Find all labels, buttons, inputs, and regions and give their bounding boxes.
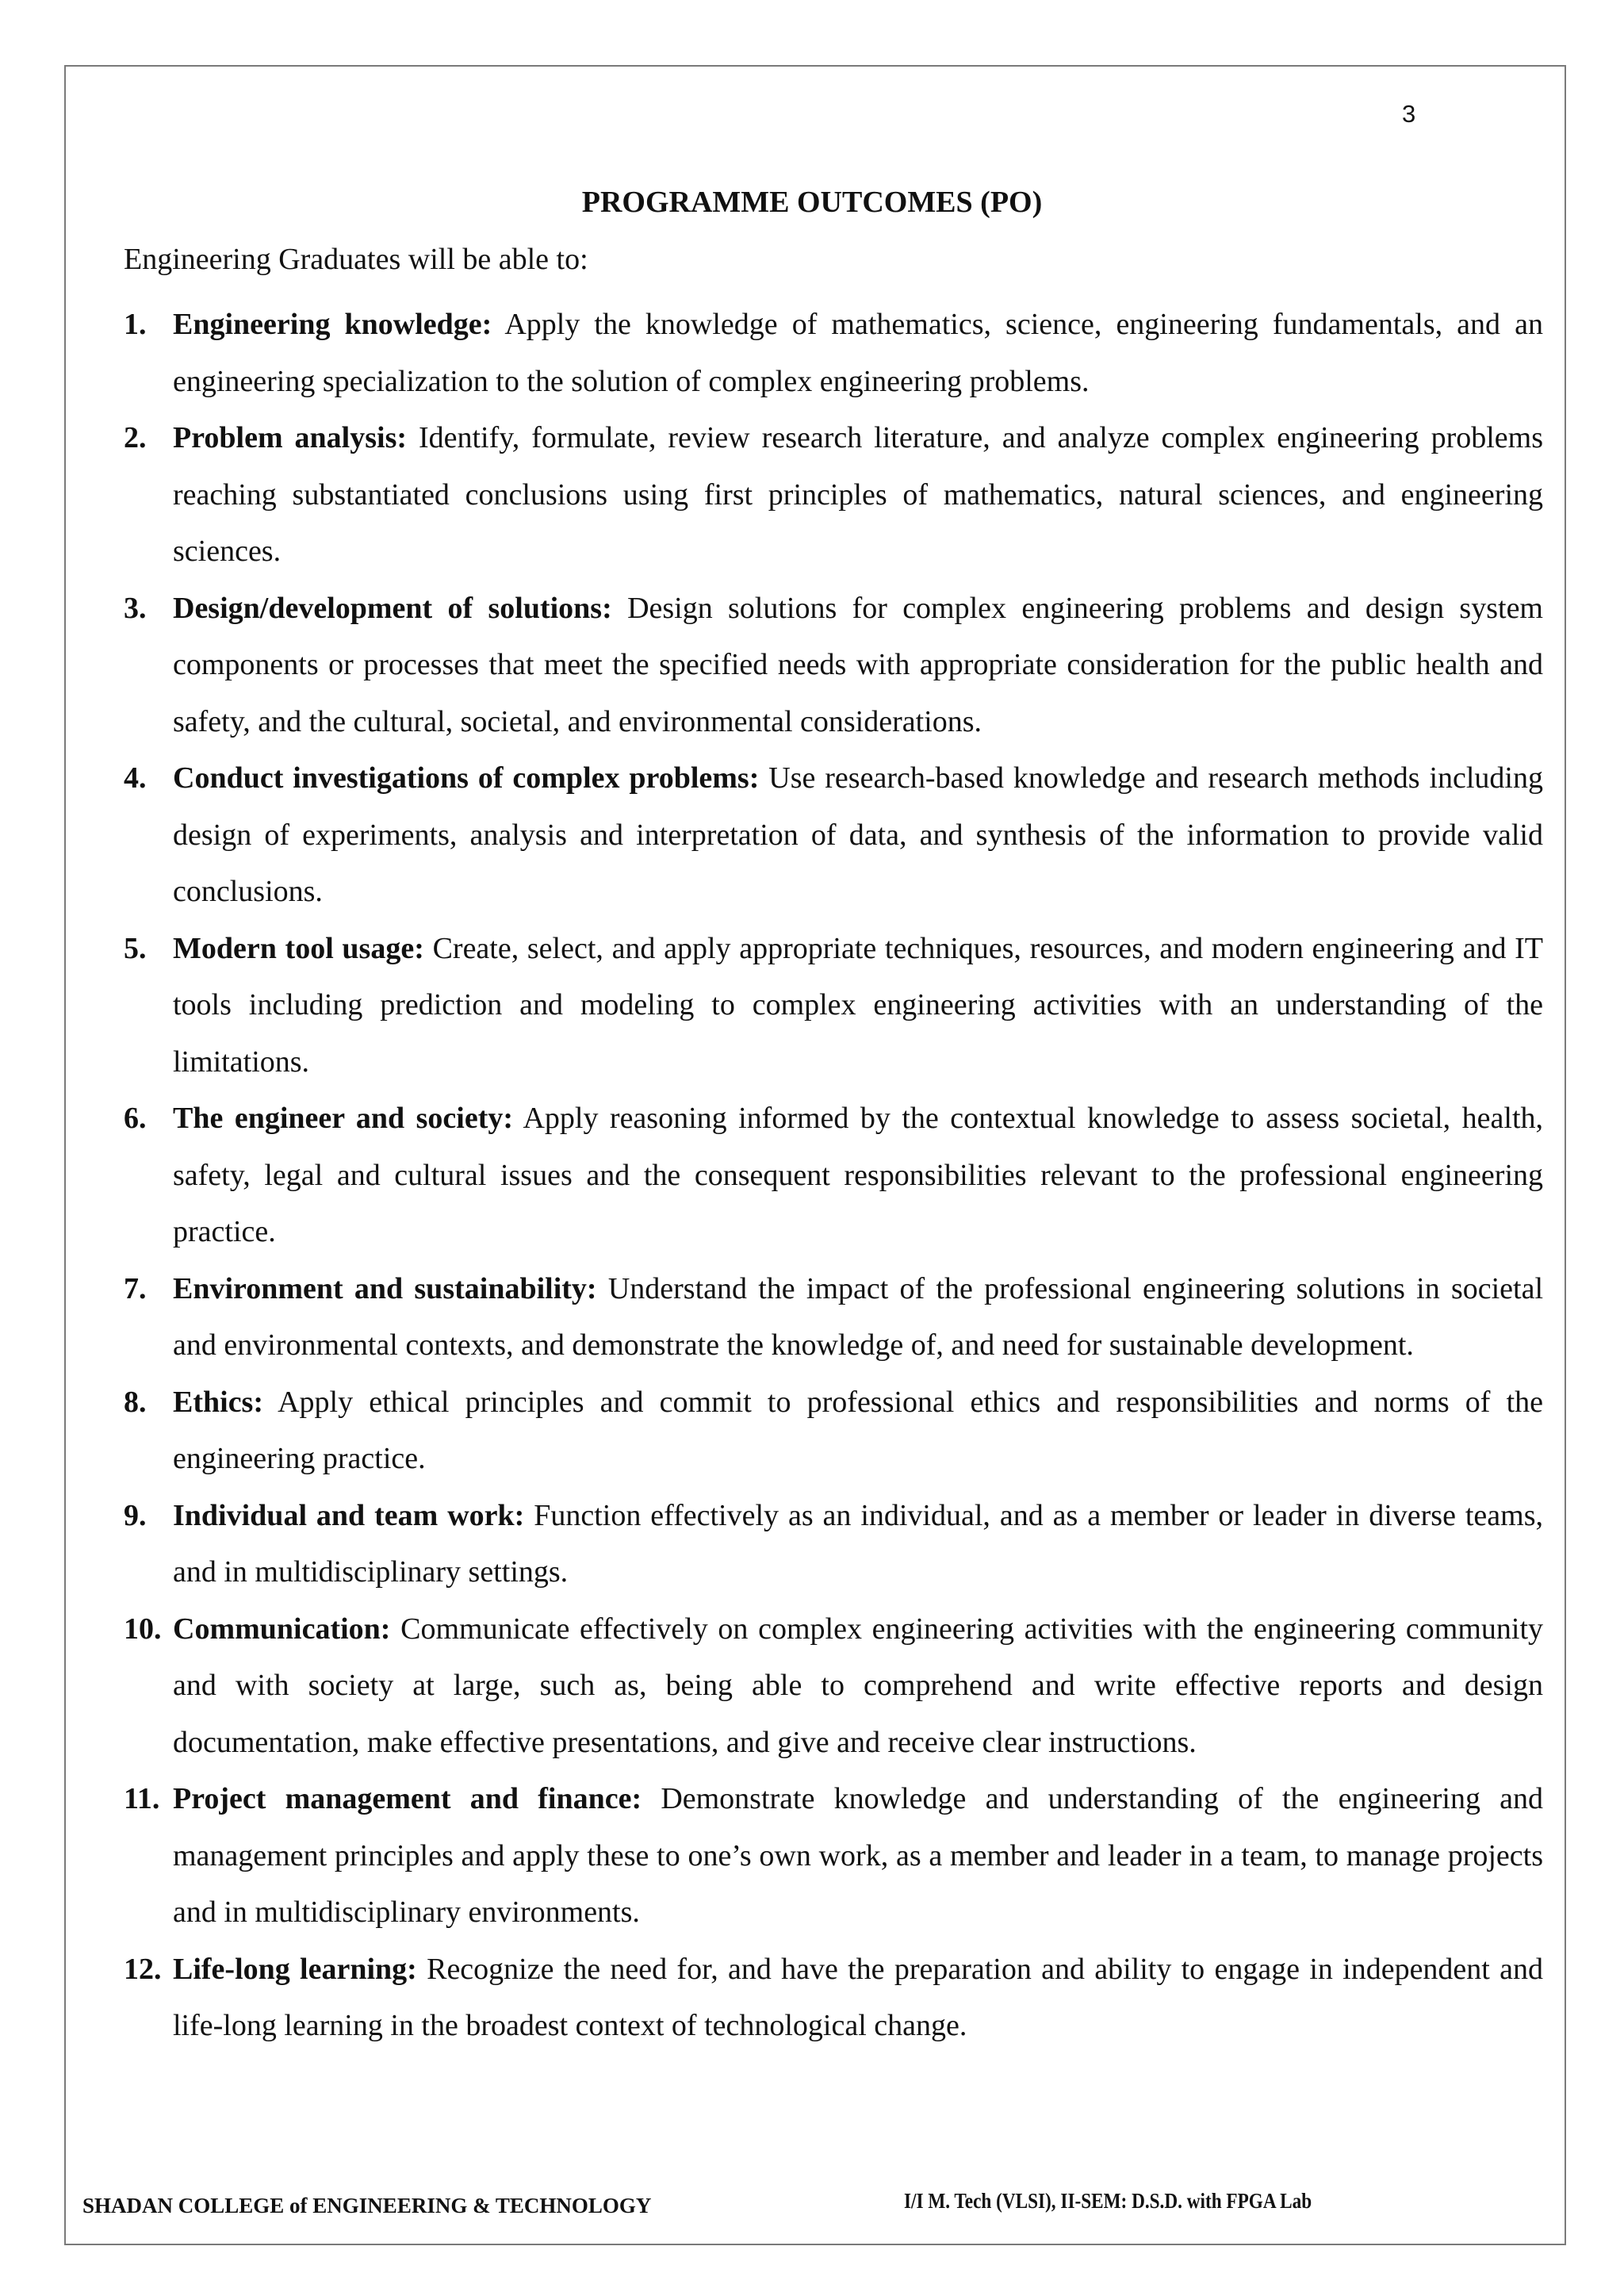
outcome-item [124, 1374, 1543, 1488]
page-title: PROGRAMME OUTCOMES (PO) [581, 186, 1043, 219]
outcome-number: 6. [124, 1102, 147, 1135]
outcome-item [124, 1261, 1543, 1374]
outcome-description: Function effectively as an individual, and as a member or leader in diverse teams, and in multidisciplinary settings. [173, 1498, 1543, 1589]
outcome-item [124, 921, 1543, 1091]
outcome-number: 1. [124, 308, 147, 341]
outcome-number: 11. [124, 1782, 160, 1815]
outcome-term: Project management and finance: [173, 1782, 642, 1815]
outcome-description: Recognize the need for, and have the preparation and ability to engage in independent and life-long learning in the broadest context of technological change. [173, 1952, 1543, 2042]
outcome-item [124, 1091, 1543, 1261]
outcome-item [124, 1488, 1543, 1601]
outcome-description: Identify, formulate, review research literature, and analyze complex engineering problems reaching substantiated conclusions using first principles of mathematics, natural sciences, and engineering sciences. [173, 421, 1543, 568]
outcome-number: 3. [124, 591, 147, 625]
footer-college-name: SHADAN COLLEGE of ENGINEERING & TECHNOLOGY [82, 2194, 652, 2217]
outcome-number: 2. [124, 421, 147, 454]
outcome-number: 4. [124, 761, 147, 795]
outcome-description: Apply the knowledge of mathematics, science, engineering fundamentals, and an engineering specialization to the solution of complex engineering problems. [173, 308, 1543, 398]
outcome-item [124, 1771, 1543, 1941]
outcome-number: 7. [124, 1271, 147, 1305]
outcome-item [124, 1601, 1543, 1772]
outcome-description: Understand the impact of the professional engineering solutions in societal and environmental contexts, and demonstrate the knowledge of, and need for sustainable development. [173, 1271, 1543, 1362]
outcome-item [124, 297, 1543, 410]
outcome-term: Individual and team work: [173, 1498, 525, 1532]
outcome-number: 5. [124, 931, 147, 965]
outcome-number: 10. [124, 1612, 162, 1646]
outcome-description: Create, select, and apply appropriate techniques, resources, and modern engineering and IT tools including prediction and modeling to complex engineering activities with an understanding of the limitations. [173, 931, 1543, 1079]
outcome-term: Life-long learning: [173, 1952, 417, 1986]
outcome-term: The engineer and society: [173, 1102, 514, 1135]
outcome-term: Environment and sustainability: [173, 1271, 597, 1305]
outcome-term: Engineering knowledge: [173, 308, 492, 341]
outcome-number: 9. [124, 1498, 147, 1532]
footer-course-info: I/I M. Tech (VLSI), II-SEM: D.S.D. with FPGA Lab [904, 2189, 1312, 2213]
outcome-number: 12. [124, 1952, 162, 1986]
outcome-item [124, 581, 1543, 751]
outcome-term: Problem analysis: [173, 421, 408, 454]
outcome-term: Modern tool usage: [173, 931, 424, 965]
outcomes-list [124, 297, 1543, 2055]
outcome-description: Communicate effectively on complex engineering activities with the engineering community and with society at large, such as, being able to comprehend and write effective reports and design documentation, make effective presentations, and give and receive clear instructions. [173, 1612, 1544, 1759]
page-number: 3 [1402, 100, 1416, 128]
outcome-item [124, 410, 1543, 581]
outcome-item [124, 750, 1543, 921]
outcome-number: 8. [124, 1385, 147, 1419]
outcome-description: Apply ethical principles and commit to professional ethics and responsibilities and norms of the engineering practice. [173, 1385, 1543, 1475]
outcome-term: Ethics: [173, 1385, 263, 1419]
outcome-term: Communication: [173, 1612, 391, 1646]
intro-text: Engineering Graduates will be able to: [124, 243, 588, 276]
outcome-description: Apply reasoning informed by the contextual knowledge to assess societal, health, safety, legal and cultural issues and the consequent responsibilities relevant to the professional engineering practice. [173, 1102, 1544, 1248]
outcome-term: Design/development of solutions: [173, 591, 612, 625]
outcome-item [124, 1941, 1543, 2055]
outcome-description: Demonstrate knowledge and understanding of the engineering and management principles and apply these to one’s own work, as a member and leader in a team, to manage projects and in multidisciplinary environments. [173, 1782, 1544, 1929]
outcome-description: Use research-based knowledge and research methods including design of experiments, analysis and interpretation of data, and synthesis of the information to provide valid conclusions. [173, 761, 1543, 908]
outcome-description: Design solutions for complex engineering problems and design system components or processes that meet the specified needs with appropriate consideration for the public health and safety, and the cultural, societal, and environmental considerations. [173, 591, 1543, 738]
outcome-term: Conduct investigations of complex problems: [173, 761, 760, 795]
